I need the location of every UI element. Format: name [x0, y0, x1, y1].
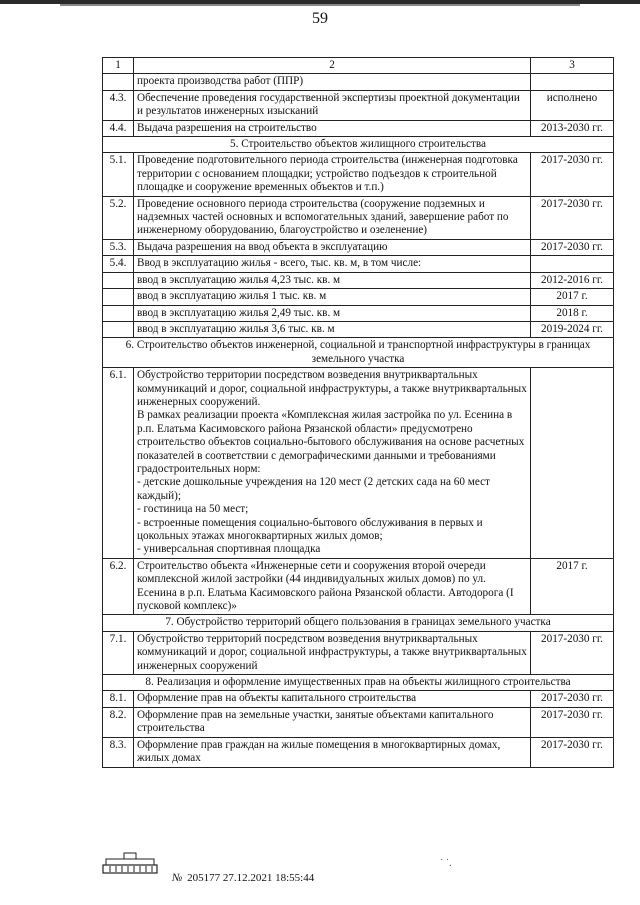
item-period [531, 74, 614, 90]
table-row [103, 368, 614, 559]
item-number [103, 272, 134, 288]
table-row [103, 631, 614, 674]
description-line: - детские дошкольные учреждения на 120 мест (2 детских сада на 60 мест каждый); [137, 476, 490, 502]
document-registration-stamp [172, 872, 314, 884]
section-title: 6. Строительство объектов инженерной, социальной и транспортной инфраструктуры в границах земельного участка [103, 338, 614, 368]
item-description: Оформление прав на объекты капитального строительства [134, 691, 531, 707]
item-description: Оформление прав на земельные участки, занятые объектами капитального строительства [134, 707, 531, 737]
section-title: 8. Реализация и оформление имущественных прав на объекты жилищного строительства [103, 675, 614, 691]
item-period: 2017 г. [531, 558, 614, 615]
item-number: 4.4. [103, 120, 134, 136]
item-number: 7.1. [103, 631, 134, 674]
table-row [103, 691, 614, 707]
item-description: ввод в эксплуатацию жилья 1 тыс. кв. м [134, 289, 531, 305]
item-period: 2012-2016 гг. [531, 272, 614, 288]
item-period: исполнено [531, 90, 614, 120]
table-row [103, 74, 614, 90]
description-line: - универсальная спортивная площадка [137, 543, 321, 556]
item-description: ввод в эксплуатацию жилья 3,6 тыс. кв. м [134, 321, 531, 337]
registration-text: 205177 27.12.2021 18:55:44 [187, 872, 315, 884]
item-period: 2017-2030 гг. [531, 239, 614, 255]
item-description: Выдача разрешения на ввод объекта в эксплуатацию [134, 239, 531, 255]
schedule-table [102, 57, 614, 768]
item-number: 8.2. [103, 707, 134, 737]
section-title: 5. Строительство объектов жилищного строительства [103, 137, 614, 153]
item-period [531, 256, 614, 272]
table-row [103, 256, 614, 272]
scan-edge-shadow [60, 4, 580, 6]
table-row [103, 558, 614, 615]
number-sign: № [172, 872, 183, 884]
item-period: 2019-2024 гг. [531, 321, 614, 337]
table-row [103, 239, 614, 255]
table-row [103, 737, 614, 767]
page-number: 59 [312, 10, 328, 27]
item-description [134, 368, 531, 559]
description-line: - гостиница на 50 мест; [137, 503, 249, 516]
description-line: Обустройство территории посредством возведения внутриквартальных коммуникаций и дорог, социальной инфраструктуры, а также внутриквартальных инженерных сооружений. [137, 369, 527, 408]
item-number: 4.3. [103, 90, 134, 120]
item-number [103, 305, 134, 321]
header-col-number: 1 [103, 58, 134, 74]
table-row [103, 153, 614, 196]
item-period: 2018 г. [531, 305, 614, 321]
table-row [103, 90, 614, 120]
section-heading-row [103, 615, 614, 631]
item-description: Строительство объекта «Инженерные сети и сооружения второй очереди комплексной жилой застройки (44 индивидуальных жилых домов) по ул. Есенина в р.п. Елатьма Касимовского района Рязанской области. Автодорога (I пусковой комплекс)» [134, 558, 531, 615]
table-row [103, 707, 614, 737]
item-period: 2017-2030 гг. [531, 631, 614, 674]
header-col-description: 2 [134, 58, 531, 74]
item-number: 8.3. [103, 737, 134, 767]
scan-speck: ˙ ˙. [440, 858, 452, 869]
header-col-period: 3 [531, 58, 614, 74]
item-description: Проведение подготовительного периода строительства (инженерная подготовка территории с основанием площадки; устройство подъездов к строительной площадке и сооружение временных объектов и т.п.) [134, 153, 531, 196]
item-number [103, 321, 134, 337]
item-description: Оформление прав граждан на жилые помещения в многоквартирных домах, жилых домах [134, 737, 531, 767]
item-description: Проведение основного периода строительства (сооружение подземных и надземных частей основных и вспомогательных зданий, завершение работ по инженерному оборудованию, благоустройство и озеленение) [134, 196, 531, 239]
table-row [103, 321, 614, 337]
item-period: 2017 г. [531, 289, 614, 305]
item-period [531, 368, 614, 559]
item-description: Выдача разрешения на строительство [134, 120, 531, 136]
item-number [103, 74, 134, 90]
description-line: - встроенные помещения социально-бытового обслуживания в первых и цокольных этажах многоквартирных жилых домов; [137, 516, 483, 542]
item-description: Обустройство территорий посредством возведения внутриквартальных коммуникаций и дорог, социальной инфраструктуры, а также внутриквартальных инженерных сооружений [134, 631, 531, 674]
section-heading-row [103, 675, 614, 691]
item-description: ввод в эксплуатацию жилья 4,23 тыс. кв. м [134, 272, 531, 288]
item-number: 8.1. [103, 691, 134, 707]
item-period: 2017-2030 гг. [531, 691, 614, 707]
table-row [103, 120, 614, 136]
description-line: В рамках реализации проекта «Комплексная жилая застройка по ул. Есенина в р.п. Елатьма Касимовского района Рязанской области» предусмотрено строительство объектов социально-бытового обслуживания на основе расчетных показателей в соответствии с демографическими данными и требованиями градостроительных норм: [137, 409, 525, 475]
item-description: проекта производства работ (ППР) [134, 74, 531, 90]
building-stamp-icon [102, 851, 158, 875]
item-description: Ввод в эксплуатацию жилья - всего, тыс. кв. м, в том числе: [134, 256, 531, 272]
table-row [103, 196, 614, 239]
section-heading-row [103, 137, 614, 153]
section-title: 7. Обустройство территорий общего пользования в границах земельного участка [103, 615, 614, 631]
item-number: 6.2. [103, 558, 134, 615]
item-period: 2017-2030 гг. [531, 737, 614, 767]
item-number [103, 289, 134, 305]
item-number: 5.3. [103, 239, 134, 255]
item-period: 2013-2030 гг. [531, 120, 614, 136]
item-number: 6.1. [103, 368, 134, 559]
item-number: 5.1. [103, 153, 134, 196]
table-header-row [103, 58, 614, 74]
table-row [103, 272, 614, 288]
item-description: ввод в эксплуатацию жилья 2,49 тыс. кв. м [134, 305, 531, 321]
table-row [103, 289, 614, 305]
item-period: 2017-2030 гг. [531, 196, 614, 239]
item-period: 2017-2030 гг. [531, 153, 614, 196]
section-heading-row [103, 338, 614, 368]
item-number: 5.2. [103, 196, 134, 239]
table-row [103, 305, 614, 321]
item-period: 2017-2030 гг. [531, 707, 614, 737]
item-number: 5.4. [103, 256, 134, 272]
item-description: Обеспечение проведения государственной экспертизы проектной документации и результатов инженерных изысканий [134, 90, 531, 120]
